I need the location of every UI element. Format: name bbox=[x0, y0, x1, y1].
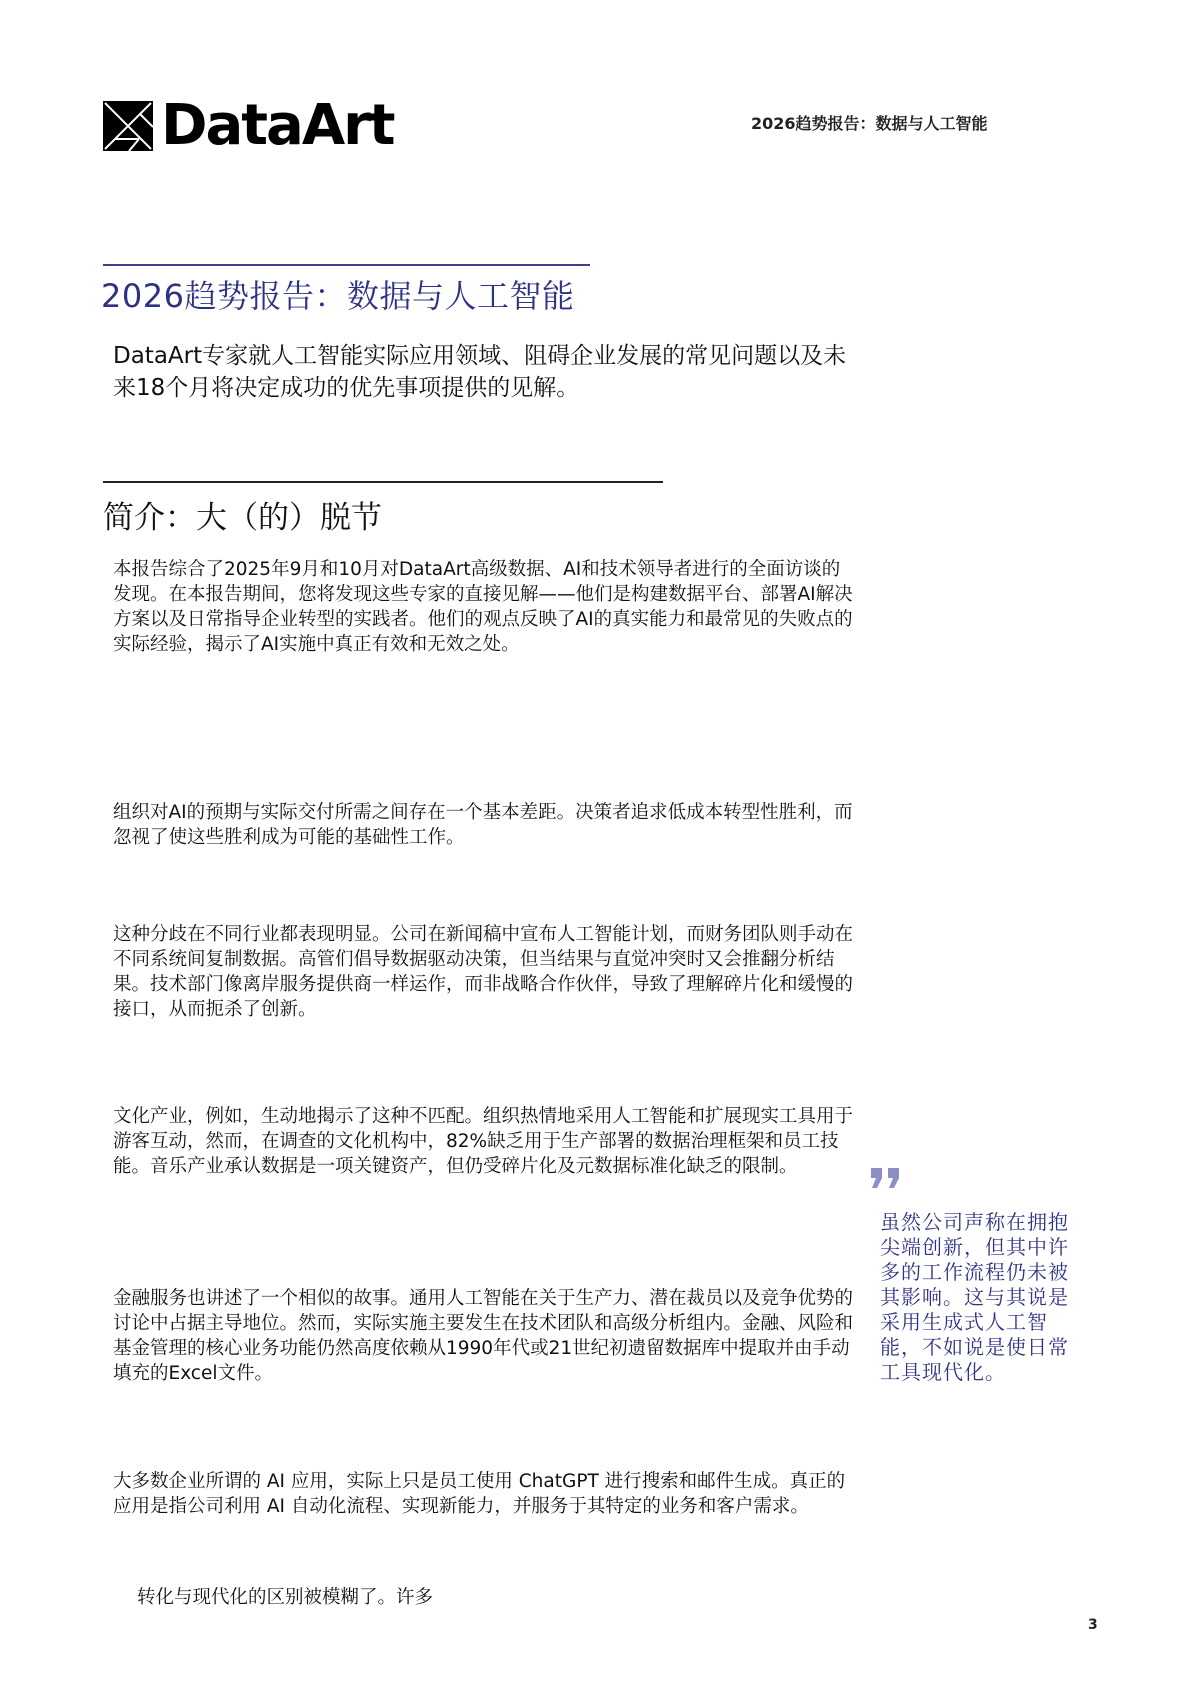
dataart-logo bbox=[103, 93, 394, 158]
running-header-title: 2026趋势报告：数据与人工智能 bbox=[751, 114, 988, 133]
pull-quote: 虽然公司声称在拥抱尖端创新，但其中许多的工作流程仍未被其影响。这与其说是采用生成式人工智能，不如说是使日常工具现代化。 bbox=[880, 1210, 1069, 1384]
dataart-logo-icon bbox=[103, 101, 153, 151]
title-rule bbox=[103, 264, 590, 266]
body-paragraph: 本报告综合了2025年9月和10月对DataArt高级数据、AI和技术领导者进行的全面访谈的发现。在本报告期间，您将发现这些专家的直接见解——他们是构建数据平台、部署AI解决方案以及日常指导企业转型的实践者。他们的观点反映了AI的真实能力和最常见的失败点的实际经验，揭示了AI实施中真正有效和无效之处。 bbox=[113, 559, 853, 655]
body-paragraph: 这种分歧在不同行业都表现明显。公司在新闻稿中宣布人工智能计划，而财务团队则手动在不同系统间复制数据。高管们倡导数据驱动决策，但当结果与直觉冲突时又会推翻分析结果。技术部门像离岸服务提供商一样运作，而非战略合作伙伴，导致了理解碎片化和缓慢的接口，从而扼杀了创新。 bbox=[113, 924, 854, 1020]
logo-wordmark: DataArt bbox=[161, 93, 394, 158]
quote-mark-icon bbox=[869, 1166, 903, 1190]
body-paragraph: 金融服务也讲述了一个相似的故事。通用人工智能在关于生产力、潜在裁员以及竞争优势的讨论中占据主导地位。然而，实际实施主要发生在技术团队和高级分析组内。金融、风险和基金管理的核心业务功能仍然高度依赖从1990年代或21世纪初遗留数据库中提取并由手动填充的Excel文件。 bbox=[113, 1288, 854, 1384]
body-paragraph: 组织对AI的预期与实际交付所需之间存在一个基本差距。决策者追求低成本转型性胜利，而忽视了使这些胜利成为可能的基础性工作。 bbox=[113, 802, 853, 848]
document-title: 2026趋势报告：数据与人工智能 bbox=[101, 277, 575, 315]
body-paragraph: 大多数企业所谓的 AI 应用，实际上只是员工使用 ChatGPT 进行搜索和邮件生成。真正的应用是指公司利用 AI 自动化流程、实现新能力，并服务于其特定的业务和客户需求。 bbox=[113, 1471, 846, 1517]
body-paragraph: 转化与现代化的区别被模糊了。许多 bbox=[137, 1587, 434, 1608]
page-number: 3 bbox=[1088, 1617, 1098, 1633]
section-rule bbox=[103, 481, 663, 483]
body-paragraph: 文化产业，例如，生动地揭示了这种不匹配。组织热情地采用人工智能和扩展现实工具用于游客互动，然而，在调查的文化机构中，82%缺乏用于生产部署的数据治理框架和员工技能。音乐产业承认数据是一项关键资产，但仍受碎片化及元数据标准化缺乏的限制。 bbox=[113, 1106, 854, 1177]
section-title: 简介：大（的）脱节 bbox=[103, 500, 382, 536]
lead-paragraph: DataArt专家就人工智能实际应用领域、阻碍企业发展的常见问题以及未来18个月将决定成功的优先事项提供的见解。 bbox=[113, 343, 847, 401]
